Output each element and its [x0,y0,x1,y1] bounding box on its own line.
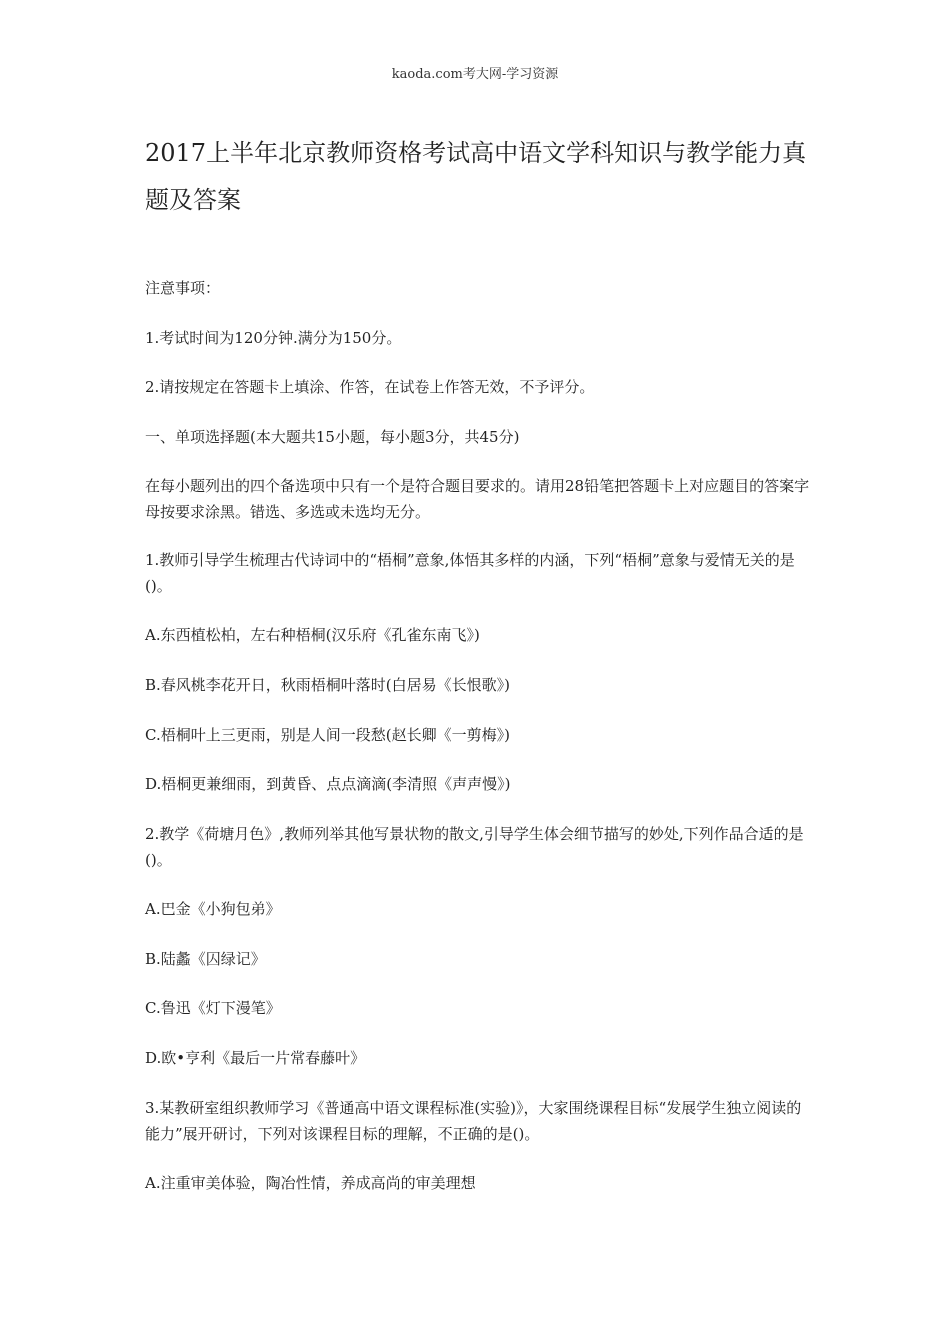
question-option: C.鲁迅《灯下漫笔》 [145,999,281,1017]
document-title: 2017上半年北京教师资格考试高中语文学科知识与教学能力真题及答案 [145,139,807,214]
question-option: C.梧桐叶上三更雨，别是人间一段愁(赵长卿《一剪梅》) [145,726,510,744]
question-stem: 1.教师引导学生梳理古代诗词中的“梧桐”意象,体悟其多样的内涵，下列“梧桐”意象与爱情无关的是()。 [145,551,795,595]
question-option: B.陆蠡《囚绿记》 [145,950,266,968]
question-stem: 2.教学《荷塘月色》,教师列举其他写景状物的散文,引导学生体会细节描写的妙处,下列作品合适的是()。 [145,825,804,869]
notice-item: 2.请按规定在答题卡上填涂、作答，在试卷上作答无效，不予评分。 [145,378,595,396]
question-option: B.春风桃李花开日，秋雨梧桐叶落时(白居易《长恨歌》) [145,676,510,694]
section-instruction: 在每小题列出的四个备选项中只有一个是符合题目要求的。请用28铅笔把答题卡上对应题目的答案字母按要求涂黑。错选、多选或未选均无分。 [145,477,810,521]
question-option: A.注重审美体验，陶冶性情，养成高尚的审美理想 [145,1174,476,1192]
question-option: A.东西植松柏，左右种梧桐(汉乐府《孔雀东南飞》) [145,626,480,644]
notice-item: 1.考试时间为120分钟.满分为150分。 [145,329,402,347]
question-option: D.欧•亨利《最后一片常春藤叶》 [145,1049,366,1067]
question-option: D.梧桐更兼细雨，到黄昏、点点滴滴(李清照《声声慢》) [145,775,511,793]
notice-heading: 注意事项： [145,279,221,297]
section-heading: 一、单项选择题(本大题共15小题，每小题3分，共45分) [145,428,520,446]
question-stem: 3.某教研室组织教师学习《普通高中语文课程标准(实验)》，大家围绕课程目标“发展学生独立阅读的能力”展开研讨，下列对该课程目标的理解，不正确的是()。 [145,1099,802,1143]
question-option: A.巴金《小狗包弟》 [145,900,281,918]
page-header: kaoda.com考大网-学习资源 [391,67,559,82]
